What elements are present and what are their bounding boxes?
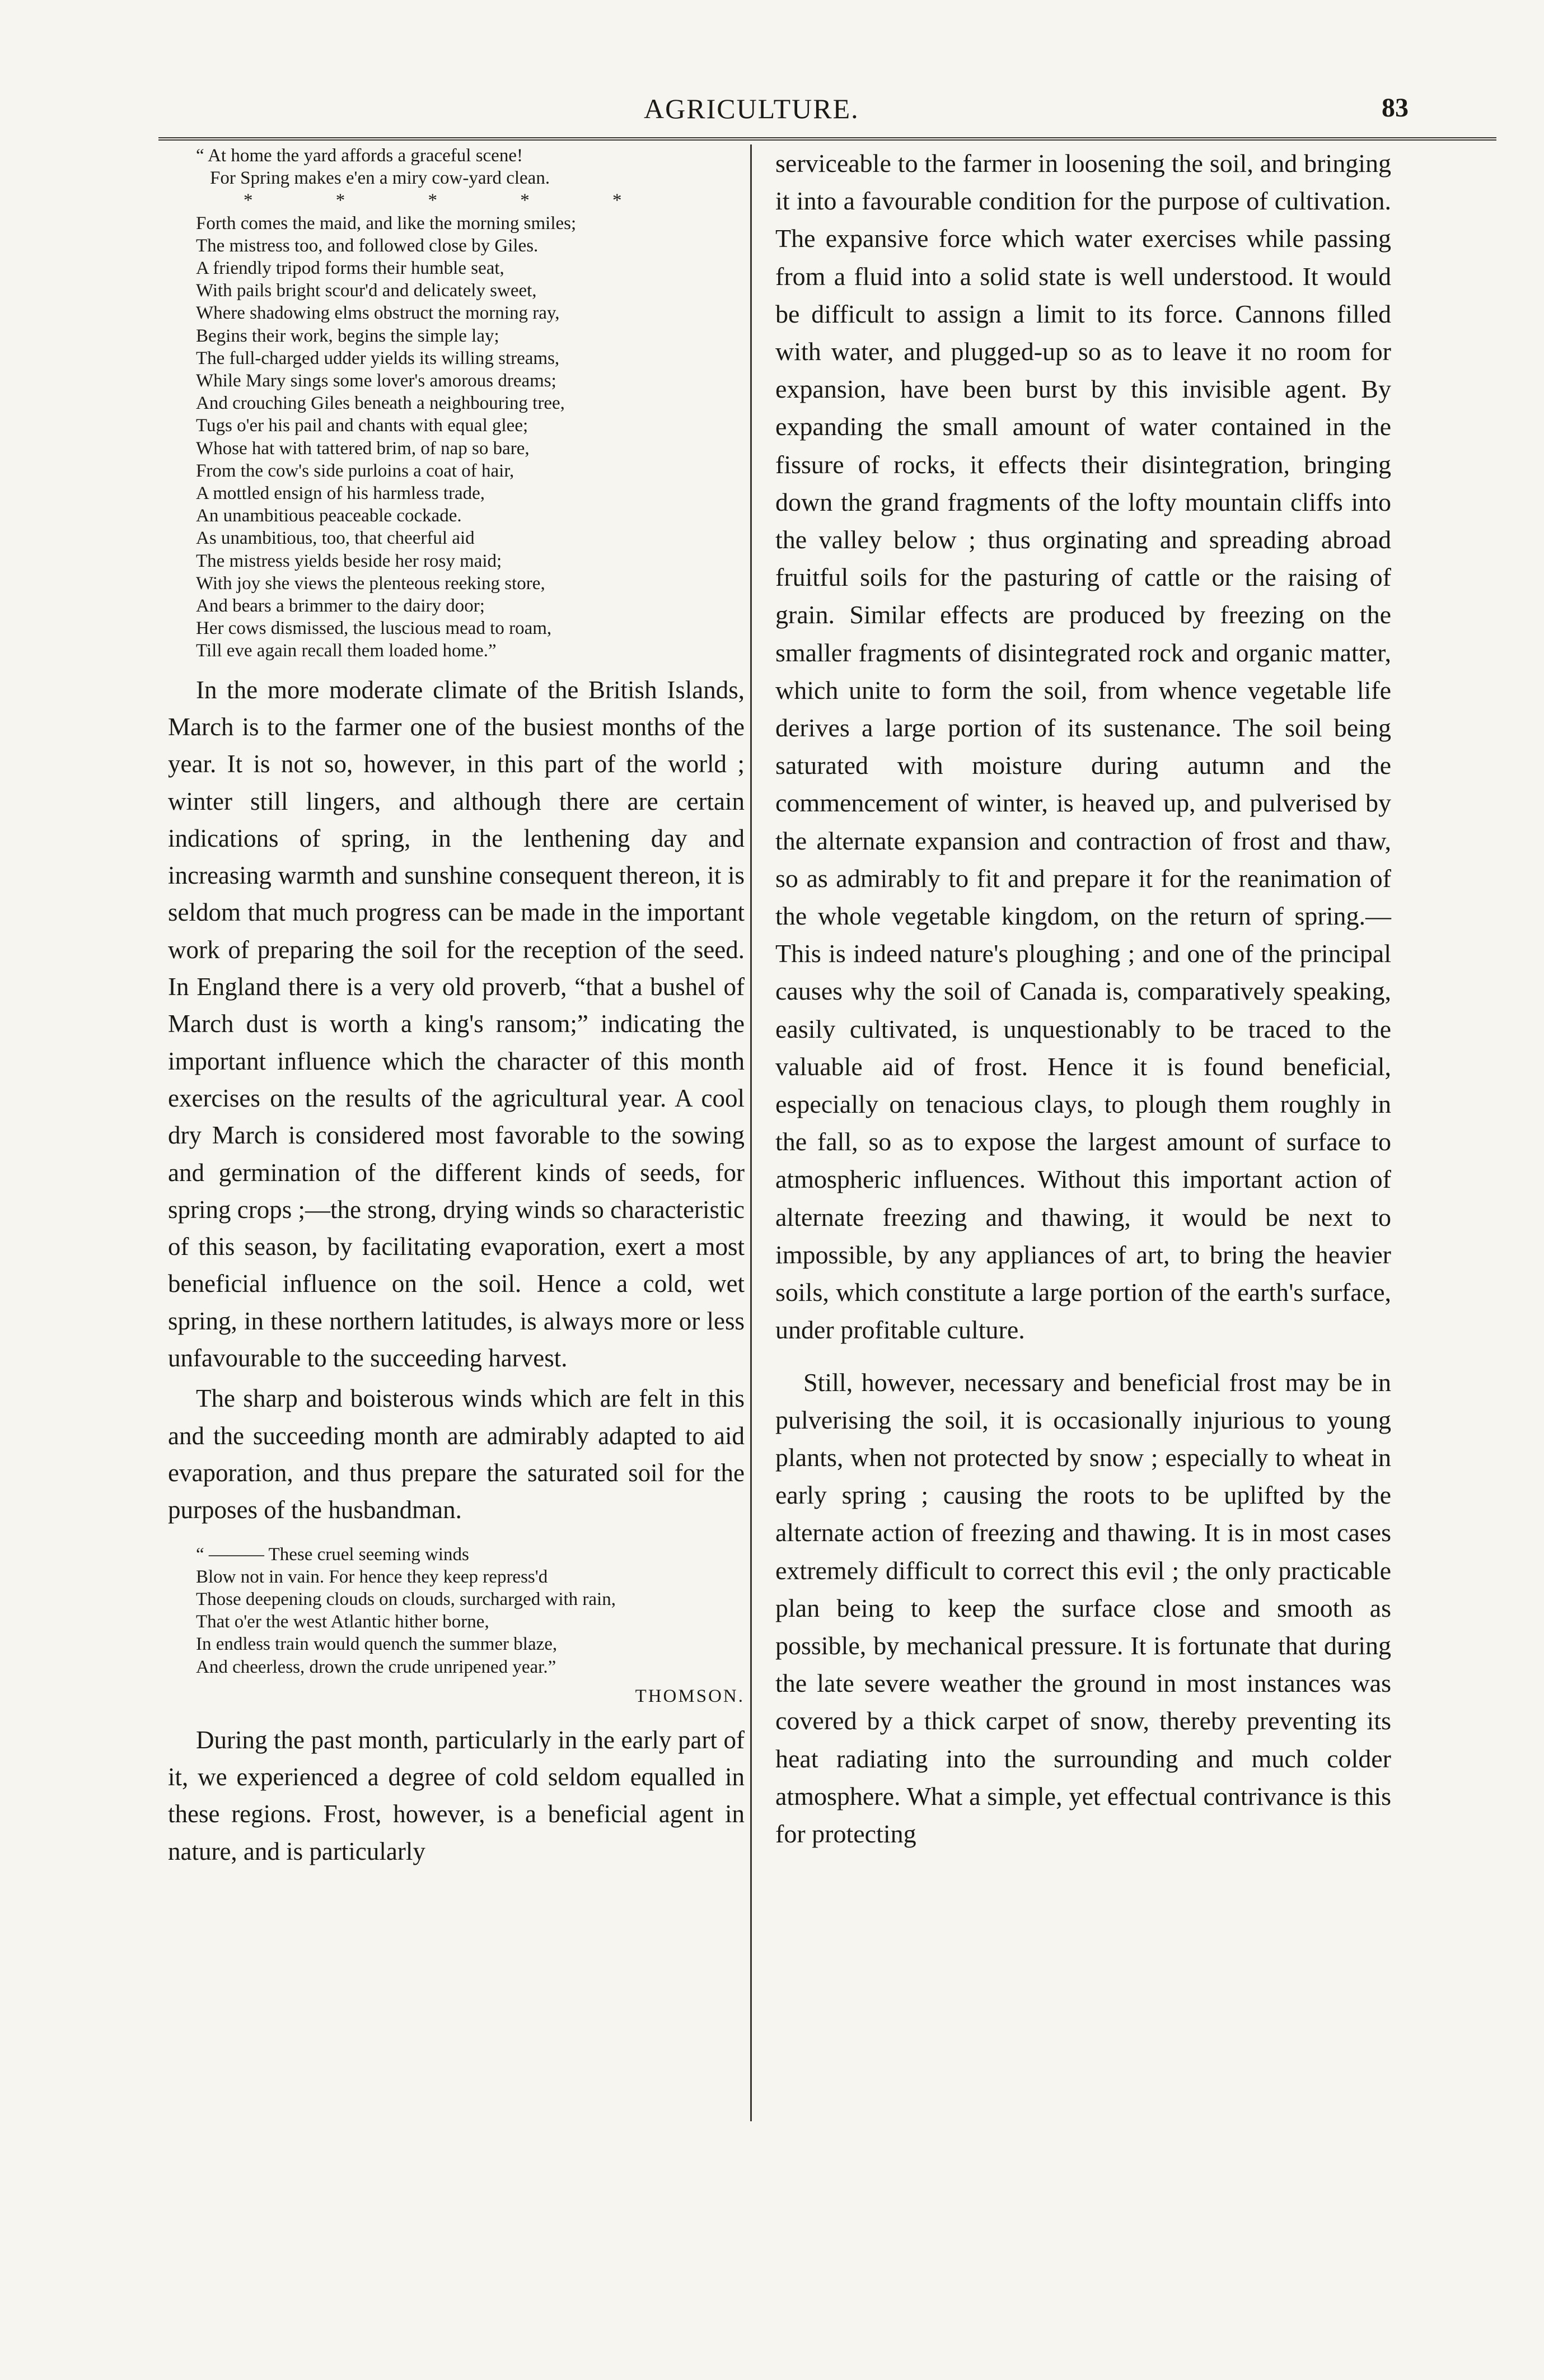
verse-line: Tugs o'er his pail and chants with equal glee; [196,416,528,436]
verse-line: Her cows dismissed, the luscious mead to roam, [196,618,552,639]
body-paragraph-boisterous-winds: The sharp and boisterous winds which are felt in this and the succeeding month are admirably adapted to aid evaporation, and thus prepare the saturated soil for the purposes of the husbandman. [168,1384,745,1524]
column-divider [750,144,752,2121]
verse-line: And crouching Giles beneath a neighbouring tree, [196,393,565,414]
page-header [0,92,1544,132]
header-rule [158,137,1496,141]
verse-line: And bears a brimmer to the dairy door; [196,596,485,617]
verse-line: While Mary sings some lover's amorous dreams; [196,371,556,391]
verse-line: “ At home the yard affords a graceful scene! [196,146,523,166]
verse-line: Blow not in vain. For hence they keep repress'd [196,1566,548,1587]
verse-line: As unambitious, too, that cheerful aid [196,528,475,549]
left-column [168,144,745,1870]
verse-quotation-winds [168,1543,745,1678]
verse-line: A mottled ensign of his harmless trade, [196,483,485,504]
verse-line: The full-charged udder yields its willing streams, [196,348,560,368]
verse-line: “ ——— These cruel seeming winds [196,1544,469,1565]
verse-line: The mistress yields beside her rosy maid; [196,550,502,571]
verse-line: With pails bright scour'd and delicately sweet, [196,281,537,301]
page-number: 83 [1382,93,1409,123]
right-column [775,144,1391,1852]
verse-line: Whose hat with tattered brim, of nap so bare, [196,438,530,459]
verse-line: For Spring makes e'en a miry cow-yard clean. [210,168,550,189]
body-paragraph-frost-action: serviceable to the farmer in loosening the soil, and bringing it into a favourable condition for the purpose of cultivation. The expansive force which water exercises while passing from a fluid into a solid state is well understood. It would be difficult to assign a limit to its force. Cannons filled with water, and plugged-up so as to leave it no room for expansion, have been burst by this invisible agent. By expanding the small amount of water contained in the fissure of rocks, it effects their disintegration, bringing down the grand fragments of the lofty mountain cliffs into the valley below ; thus orginating and spreading abroad fruitful soils for the pasturing of cattle or the raising of grain. Similar effects are produced by freezing on the smaller fragments of disintegrated rock and organic matter, which unite to form the soil, from whence vegetable life derives a large portion of its sustenance. The soil being saturated with moisture during autumn and the commencement of winter, is heaved up, and pulverised by the alternate expansion and contraction of frost and thaw, so as admirably to fit and prepare it for the reanimation of the whole vegetable kingdom, on the return of spring.—This is indeed nature's ploughing ; and one of the principal causes why the soil of Canada is, comparatively speaking, easily cultivated, is unquestionably to be traced to the valuable aid of frost. Hence it is found beneficial, especially on tenacious clays, to plough them roughly in the fall, so as to expose the largest amount of surface to atmospheric influences. Without this important action of alternate freezing and thawing, it would be next to impossible, by any appliances of art, to bring the heavier soils, which constitute a large portion of the earth's surface, under profitable culture. [775,149,1391,1345]
verse-line: Begins their work, begins the simple lay; [196,325,499,346]
verse-quotation-dairy [168,144,745,662]
verse-attribution: THOMSON. [635,1686,745,1706]
verse-line: In endless train would quench the summer blaze, [196,1634,558,1655]
body-paragraph-frost-injury: Still, however, necessary and beneficial frost may be in pulverising the soil, it is occasionally injurious to young plants, when not protected by snow ; especially to wheat in early spring ; causing the roots to be uplifted by the alternate action of freezing and thawing. It is in most cases extremely difficult to correct this evil ; the only practicable plan being to keep the surface close and smooth as possible, by mechanical pressure. It is fortunate that during the late severe weather the ground in most instances was covered by a thick carpet of snow, thereby preventing its heat radiating into the surrounding and much colder atmosphere. What a simple, yet effectual contrivance is this for protecting [775,1368,1391,1848]
verse-line: From the cow's side purloins a coat of hair, [196,460,514,481]
verse-line: And cheerless, drown the crude unripened year.” [196,1656,556,1677]
body-paragraph-march-climate: In the more moderate climate of the British Islands, March is to the farmer one of the busiest months of the year. It is not so, however, in this part of the world ; winter still lingers, and although there are certain indications of spring, in the lenthening day and increasing warmth and sunshine consequent thereon, it is seldom that much progress can be made in the important work of preparing the soil for the reception of the seed. In England there is a very old proverb, “that a bushel of March dust is worth a king's ransom;” indicating the important influence which the character of this month exercises on the results of the agricultural year. A cool dry March is considered most favorable to the sowing and germination of the different kinds of seeds, for spring crops ;—the strong, drying winds so characteristic of this season, by facilitating evaporation, exert a most beneficial influence on the soil. Hence a cold, wet spring, in these northern latitudes, is always more or less unfavourable to the succeeding harvest. [168,675,745,1373]
running-title: AGRICULTURE. [644,93,859,124]
verse-line: The mistress too, and followed close by Giles. [196,235,539,256]
verse-line: Those deepening clouds on clouds, surcharged with rain, [196,1589,616,1609]
verse-line: With joy she views the plenteous reeking store, [196,573,545,594]
verse-line: An unambitious peaceable cockade. [196,506,462,526]
verse-line: That o'er the west Atlantic hither borne, [196,1612,489,1632]
verse-line: Till eve again recall them loaded home.” [196,641,497,661]
body-paragraph-past-month: During the past month, particularly in the early part of it, we experienced a degree of cold seldom equalled in these regions. Frost, however, is a beneficial agent in nature, and is particularly [168,1725,745,1865]
verse-ellipsis-stars: * * * * * [244,190,661,211]
verse-line: A friendly tripod forms their humble seat, [196,258,504,279]
verse-line: Where shadowing elms obstruct the morning ray, [196,303,560,324]
verse-line: Forth comes the maid, and like the morning smiles; [196,213,577,234]
